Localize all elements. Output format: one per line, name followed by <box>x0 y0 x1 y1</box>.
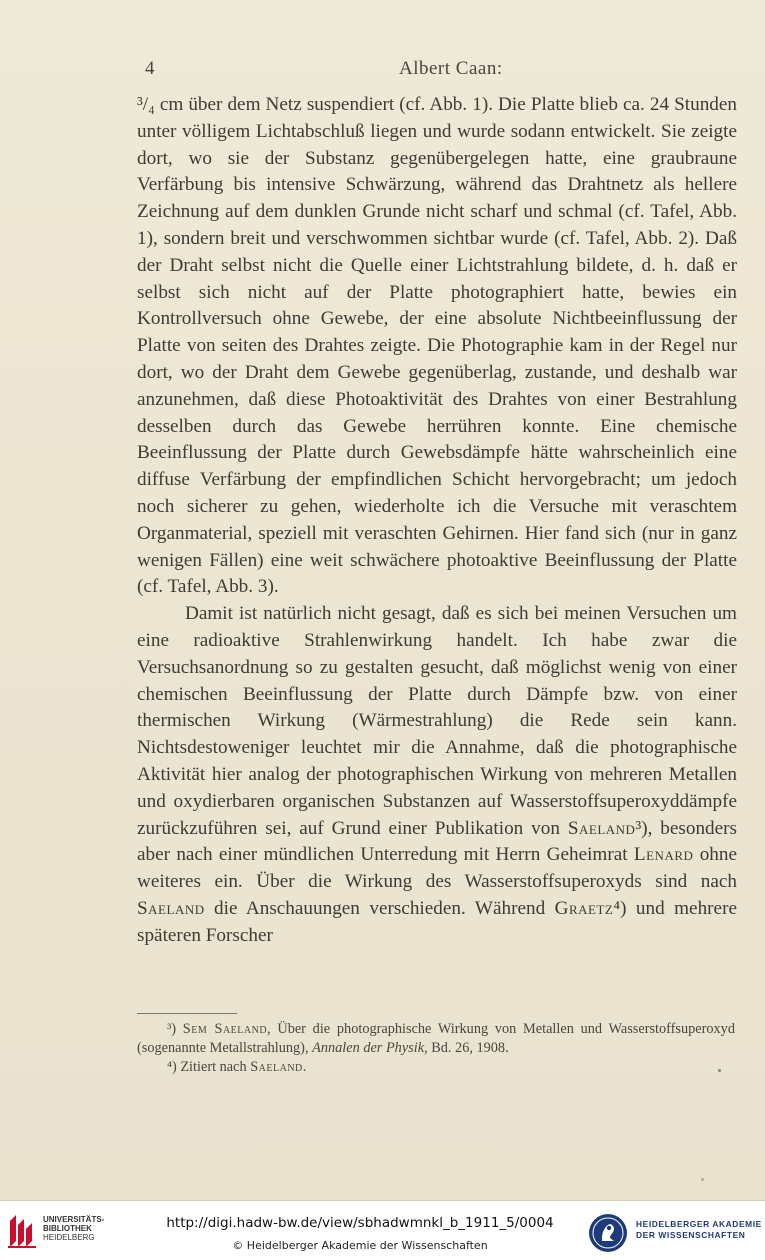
p2-text-b: ), besonders aber nach einer mündlichen Unterredung mit Herrn Geheimrat <box>137 817 738 866</box>
paragraph-1: ³/₄ cm über dem Netz suspendiert (cf. Abb. 1). Die Platte blieb ca. 24 Stunden unter völligem Lichtabschluß liegen und wurde sodann entwickelt. Sie zeigte dort, wo sie der Substanz gegenübergelegen hatte, eine graubraune Verfärbung bis intensive Schwärzung, während das Drahtnetz als hellere Zeichnung auf dem dunklen Grunde nicht scharf und schmal (cf. Tafel, Abb. 1), sondern breit und verschwommen sichtbar wurde (cf. Tafel, Abb. 2). Daß der Draht selbst nicht die Quelle einer Lichtstrahlung bildete, d. h. daß er selbst sich nicht auf der Platte photographiert hatte, bewies ein Kontrollversuch ohne Gewebe, der eine absolute Nichtbeeinflussung der Platte von seiten des Drahtes zeigte. Die Photographie kam in der Regel nur dort, wo der Draht dem Gewebe gegenüberlag, zustande, und deshalb war anzunehmen, daß diese Photoaktivität des Drahtes von einer Bestrahlung desselben durch das Gewebe herrühren konnte. Eine chemische Beeinflussung der Platte durch Gewebsdämpfe hätte wahrscheinlich eine diffuse Verfärbung der empfindlichen Schicht hervorgebracht; um jedoch noch sicherer zu gehen, wiederholte ich die Versuche mit veraschtem Organmaterial, speziell mit veraschten Gehirnen. Hier fand sich (nur in ganz wenigen Fällen) eine weit schwächere photoaktive Beeinflussung der Platte (cf. Tafel, Abb. 3). <box>137 94 737 598</box>
page-number: 4 <box>145 58 155 79</box>
fn4-text: Zitiert nach <box>180 1059 251 1075</box>
university-library-logo-icon[interactable] <box>6 1211 40 1249</box>
p2-text-a: Damit ist natürlich nicht gesagt, daß es sich bei meinen Versuchen um eine radioaktive Strahlenwirkung handelt. Ich habe zwar die Versuchsanordnung so zu gestalten gesucht, daß möglichst wenig von einer chemischen Beeinflussung der Platte durch Dämpfe bzw. von einer thermischen Wirkung (Wärmestrahlung) die Rede sein kann. Nichtsdestoweniger leuchtet mir die Annahme, daß die photographische Aktivität hier analog der photographischen Wirkung von mehreren Metallen und oxydierbaren organischen Substanzen auf Wasserstoffsuperoxyddämpfe zurückzuführen sei, auf Grund einer Publikation von <box>137 603 737 839</box>
viewer-footer <box>0 1200 765 1260</box>
author-lenard: Lenard <box>633 844 694 866</box>
fn4-tail: . <box>302 1059 307 1075</box>
scan-speck <box>701 1178 704 1181</box>
p2-text-d: die Anschauungen verschieden. Während <box>204 897 555 919</box>
hadw-line-1: HEIDELBERGER AKADEMIE <box>636 1219 762 1229</box>
page-header <box>137 58 737 88</box>
scan-speck <box>718 1069 721 1072</box>
running-head: Albert Caan: <box>399 58 503 79</box>
fn4-author: Saeland <box>250 1059 303 1075</box>
footnote-divider <box>137 1013 237 1014</box>
paragraph-2 <box>137 601 737 949</box>
hadw-line-2: DER WISSENSCHAFTEN <box>636 1230 746 1240</box>
footnote-3 <box>137 1020 735 1058</box>
fn4-marker: ⁴) <box>167 1059 181 1075</box>
ub-line-1: UNIVERSITÄTS- <box>43 1215 105 1224</box>
author-graetz: Graetz <box>554 897 614 919</box>
fn3-marker: ³) <box>167 1021 183 1037</box>
permalink[interactable]: http://digi.hadw-bw.de/view/sbhadwmnkl_b_1911_5/0004 <box>166 1215 554 1231</box>
academy-seal-icon[interactable] <box>588 1213 628 1253</box>
fn3-tail: , Bd. 26, 1908. <box>424 1040 509 1056</box>
p2-text-c: ohne weiteres ein. Über die Wirkung des Wasserstoffsuperoxyds sind nach <box>137 844 737 893</box>
footnote-ref-3[interactable]: ³ <box>635 817 642 839</box>
ub-line-2: BIBLIOTHEK <box>43 1224 92 1233</box>
footnotes <box>137 1020 735 1077</box>
body-text <box>137 92 737 950</box>
p2-text-e: ) und mehrere späteren Forscher <box>137 897 737 946</box>
fn3-journal: Annalen der Physik <box>312 1040 425 1056</box>
ub-line-3: HEIDELBERG <box>43 1233 95 1242</box>
footnote-ref-4[interactable]: ⁴ <box>613 897 621 919</box>
author-saeland-2: Saeland <box>137 897 205 919</box>
fn3-text: , Über die photographische Wirkung von Metallen und Wasserstoffsuperoxyd (sogenannte Metallstrahlung), <box>137 1021 735 1056</box>
university-library-name <box>43 1215 104 1242</box>
author-saeland: Saeland <box>567 817 636 839</box>
footnote-4 <box>137 1058 735 1077</box>
academy-name <box>636 1219 762 1241</box>
copyright-notice: © Heidelberger Akademie der Wissenschaften <box>232 1239 488 1252</box>
fn3-author: Sem Saeland <box>182 1021 268 1037</box>
